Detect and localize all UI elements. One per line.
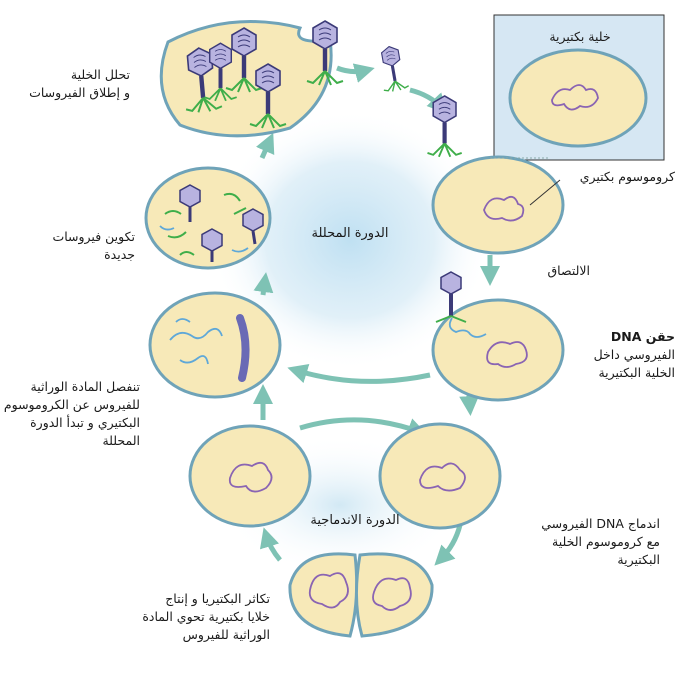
label-dna-integration-line-2: مع كروموسوم الخلية [552,534,660,549]
label-separation-line-4: المحللة [102,433,140,448]
label-separation-line-3: البكتيري و تبدأ الدورة [30,415,140,430]
label-lysis-line-1: تحلل الخلية [70,67,130,82]
label-dna-integration [505,515,660,569]
label-dna-integration-line-1: اندماج DNA الفيروسي [541,516,660,531]
label-assembly-line-1: تكوين فيروسات [52,229,135,244]
label-lysis [30,66,130,102]
separation-cell [150,293,280,397]
label-dna-injection-line-2: الفيروسي داخل [593,347,675,362]
lysogen-cell [190,426,310,526]
label-reproduction-line-1: تكاثر البكتيريا و إنتاج [165,591,270,606]
label-reproduction-line-2: خلايا بكتيرية تحوي المادة [142,609,270,624]
label-bacterial-cell: خلية بكتيرية [549,29,611,44]
label-lytic-cycle: الدورة المحللة [311,226,389,241]
label-lysogenic-cycle: الدورة الاندماجية [310,513,400,528]
label-dna-injection-line-1: حقن DNA [610,329,675,344]
dividing-cell-right [356,554,432,636]
label-attachment: الالتصاق [547,263,590,278]
label-dna-integration-line-3: البكتيرية [617,552,660,567]
label-reproduction [100,590,270,644]
label-separation [3,378,140,450]
label-dna-injection-line-3: الخلية البكتيرية [598,365,675,380]
label-assembly [40,228,135,264]
inset-cell [510,50,646,146]
label-reproduction-line-3: الوراثية للفيروس [182,627,270,642]
label-assembly-line-2: جديدة [104,247,135,262]
label-separation-line-2: للفيروس عن الكروموسوم [3,397,140,412]
label-dna-injection [565,328,675,382]
label-lysis-line-2: و إطلاق الفيروسات [29,85,130,100]
label-bacterial-chromosome: كروموسوم بكتيري [579,169,675,184]
label-separation-line-1: تنفصل المادة الوراثية [30,379,140,394]
